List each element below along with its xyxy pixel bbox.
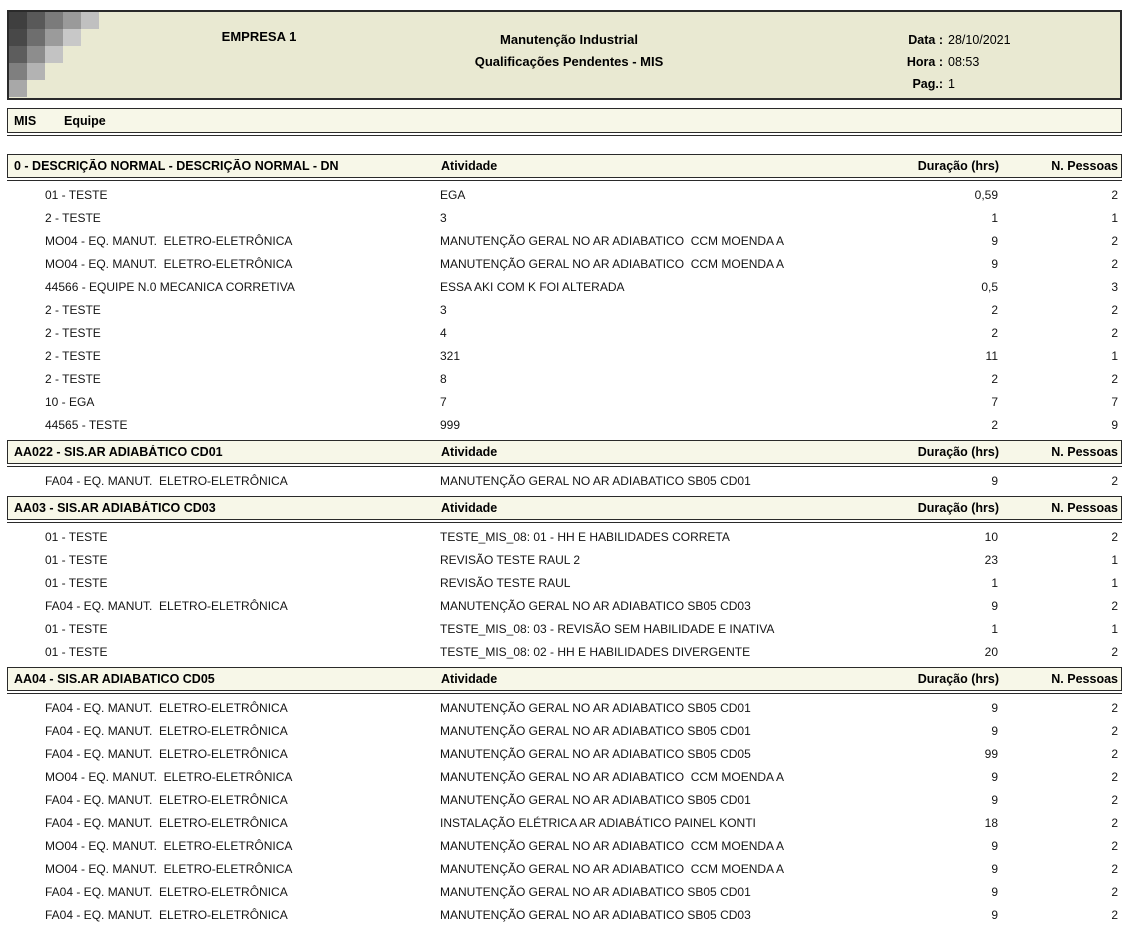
- cell-duracao: 1: [991, 210, 998, 225]
- cell-pessoas: 2: [1111, 884, 1118, 899]
- date-value: 28/10/2021: [948, 33, 1011, 47]
- table-row: [7, 390, 1122, 413]
- cell-duracao: 20: [984, 644, 998, 659]
- cell-duracao: 18: [984, 815, 998, 830]
- table-row: [7, 696, 1122, 719]
- cell-atividade: MANUTENÇÃO GERAL NO AR ADIABATICO SB05 CD03: [440, 598, 751, 613]
- report-title: [349, 29, 789, 73]
- cell-equipe: 01 - TESTE: [45, 644, 108, 659]
- section-divider-rule: [7, 466, 1122, 467]
- cell-atividade: MANUTENÇÃO GERAL NO AR ADIABATICO SB05 CD01: [440, 700, 751, 715]
- cell-pessoas: 3: [1111, 279, 1118, 294]
- cell-equipe: 10 - EGA: [45, 394, 95, 409]
- cell-equipe: 44565 - TESTE: [45, 417, 128, 432]
- section-title: 0 - DESCRIÇÃO NORMAL - DESCRIÇÃO NORMAL - DN: [14, 159, 339, 173]
- section-header-bar: [7, 440, 1122, 464]
- cell-pessoas: 2: [1111, 769, 1118, 784]
- cell-atividade: EGA: [440, 187, 466, 202]
- column-header-pessoas: N. Pessoas: [1051, 672, 1118, 686]
- cell-duracao: 9: [991, 598, 998, 613]
- cell-duracao: 0,59: [974, 187, 998, 202]
- cell-equipe: MO04 - EQ. MANUT. ELETRO-ELETRÔNICA: [45, 233, 293, 248]
- time-value: 08:53: [948, 55, 980, 69]
- column-header-duracao: Duração (hrs): [917, 159, 999, 173]
- cell-equipe: 2 - TESTE: [45, 371, 101, 386]
- report-title-line1: Manutenção Industrial: [500, 32, 638, 47]
- cell-atividade: 999: [440, 417, 461, 432]
- cell-duracao: 9: [991, 861, 998, 876]
- table-row: [7, 344, 1122, 367]
- cell-duracao: 7: [991, 394, 998, 409]
- cell-pessoas: 2: [1111, 700, 1118, 715]
- cell-equipe: 01 - TESTE: [45, 621, 108, 636]
- table-row: [7, 765, 1122, 788]
- table-row: [7, 525, 1122, 548]
- cell-duracao: 10: [984, 529, 998, 544]
- table-row: [7, 617, 1122, 640]
- table-row: [7, 811, 1122, 834]
- cell-pessoas: 7: [1111, 394, 1118, 409]
- meta-page: [897, 73, 1011, 95]
- cell-atividade: 3: [440, 302, 447, 317]
- sections: [7, 154, 1122, 926]
- date-label: Data :: [908, 33, 943, 47]
- cell-pessoas: 2: [1111, 325, 1118, 340]
- filter-bar: [7, 108, 1122, 133]
- section-divider-rule: [7, 522, 1122, 523]
- cell-equipe: 2 - TESTE: [45, 210, 101, 225]
- cell-duracao: 2: [991, 371, 998, 386]
- cell-pessoas: 2: [1111, 473, 1118, 488]
- cell-equipe: 2 - TESTE: [45, 325, 101, 340]
- table-row: [7, 571, 1122, 594]
- column-header-duracao: Duração (hrs): [917, 445, 999, 459]
- section-rows: [7, 183, 1122, 436]
- report-title-line2: Qualificações Pendentes - MIS: [474, 54, 664, 69]
- cell-equipe: FA04 - EQ. MANUT. ELETRO-ELETRÔNICA: [45, 884, 288, 899]
- cell-atividade: 4: [440, 325, 447, 340]
- cell-equipe: MO04 - EQ. MANUT. ELETRO-ELETRÔNICA: [45, 838, 293, 853]
- page-number: 1: [948, 77, 955, 91]
- cell-pessoas: 2: [1111, 256, 1118, 271]
- cell-equipe: FA04 - EQ. MANUT. ELETRO-ELETRÔNICA: [45, 907, 288, 922]
- cell-equipe: MO04 - EQ. MANUT. ELETRO-ELETRÔNICA: [45, 256, 293, 271]
- cell-atividade: MANUTENÇÃO GERAL NO AR ADIABATICO SB05 CD05: [440, 746, 751, 761]
- column-header-pessoas: N. Pessoas: [1051, 501, 1118, 515]
- table-row: [7, 321, 1122, 344]
- report-section: [7, 154, 1122, 436]
- table-row: [7, 548, 1122, 571]
- cell-equipe: 01 - TESTE: [45, 529, 108, 544]
- cell-pessoas: 1: [1111, 621, 1118, 636]
- time-label: Hora :: [906, 55, 943, 69]
- cell-atividade: MANUTENÇÃO GERAL NO AR ADIABATICO SB05 CD01: [440, 723, 751, 738]
- cell-atividade: 3: [440, 210, 447, 225]
- cell-atividade: REVISÃO TESTE RAUL 2: [440, 552, 581, 567]
- cell-atividade: MANUTENÇÃO GERAL NO AR ADIABATICO SB05 CD03: [440, 907, 751, 922]
- table-row: [7, 742, 1122, 765]
- cell-equipe: 01 - TESTE: [45, 187, 108, 202]
- cell-atividade: TESTE_MIS_08: 02 - HH E HABILIDADES DIVERGENTE: [440, 644, 751, 659]
- section-title: AA022 - SIS.AR ADIABÁTICO CD01: [14, 445, 223, 459]
- cell-duracao: 9: [991, 792, 998, 807]
- cell-duracao: 1: [991, 621, 998, 636]
- cell-pessoas: 2: [1111, 529, 1118, 544]
- cell-pessoas: 2: [1111, 815, 1118, 830]
- cell-equipe: FA04 - EQ. MANUT. ELETRO-ELETRÔNICA: [45, 746, 288, 761]
- section-rows: [7, 696, 1122, 926]
- column-header-atividade: Atividade: [441, 501, 498, 515]
- cell-pessoas: 2: [1111, 723, 1118, 738]
- table-row: [7, 788, 1122, 811]
- cell-pessoas: 2: [1111, 371, 1118, 386]
- company-name: EMPRESA 1: [221, 29, 297, 44]
- cell-duracao: 9: [991, 838, 998, 853]
- meta-date: [897, 29, 1011, 51]
- column-header-atividade: Atividade: [441, 445, 498, 459]
- table-row: [7, 298, 1122, 321]
- cell-duracao: 9: [991, 723, 998, 738]
- cell-atividade: INSTALAÇÃO ELÉTRICA AR ADIABÁTICO PAINEL KONTI: [440, 815, 756, 830]
- cell-pessoas: 1: [1111, 210, 1118, 225]
- cell-equipe: 44566 - EQUIPE N.0 MECANICA CORRETIVA: [45, 279, 295, 294]
- cell-pessoas: 2: [1111, 746, 1118, 761]
- cell-duracao: 9: [991, 473, 998, 488]
- cell-pessoas: 2: [1111, 792, 1118, 807]
- table-row: [7, 880, 1122, 903]
- cell-pessoas: 9: [1111, 417, 1118, 432]
- divider-rule: [7, 135, 1122, 136]
- cell-duracao: 99: [984, 746, 998, 761]
- table-row: [7, 857, 1122, 880]
- column-header-pessoas: N. Pessoas: [1051, 159, 1118, 173]
- section-header-bar: [7, 154, 1122, 178]
- column-header-duracao: Duração (hrs): [917, 672, 999, 686]
- cell-duracao: 9: [991, 233, 998, 248]
- cell-equipe: FA04 - EQ. MANUT. ELETRO-ELETRÔNICA: [45, 700, 288, 715]
- cell-atividade: MANUTENÇÃO GERAL NO AR ADIABATICO CCM MOENDA A: [440, 233, 785, 248]
- cell-duracao: 9: [991, 907, 998, 922]
- pixel-gradient-logo: [9, 12, 99, 97]
- table-row: [7, 206, 1122, 229]
- table-row: [7, 275, 1122, 298]
- cell-pessoas: 1: [1111, 575, 1118, 590]
- cell-equipe: MO04 - EQ. MANUT. ELETRO-ELETRÔNICA: [45, 861, 293, 876]
- cell-duracao: 2: [991, 417, 998, 432]
- cell-pessoas: 2: [1111, 907, 1118, 922]
- cell-atividade: 7: [440, 394, 447, 409]
- cell-equipe: FA04 - EQ. MANUT. ELETRO-ELETRÔNICA: [45, 792, 288, 807]
- cell-pessoas: 2: [1111, 838, 1118, 853]
- report-header: [7, 10, 1122, 100]
- cell-duracao: 0,5: [981, 279, 998, 294]
- cell-duracao: 9: [991, 700, 998, 715]
- cell-atividade: 321: [440, 348, 461, 363]
- cell-atividade: MANUTENÇÃO GERAL NO AR ADIABATICO SB05 CD01: [440, 884, 751, 899]
- cell-pessoas: 2: [1111, 861, 1118, 876]
- table-row: [7, 469, 1122, 492]
- table-row: [7, 367, 1122, 390]
- section-rows: [7, 525, 1122, 663]
- cell-equipe: FA04 - EQ. MANUT. ELETRO-ELETRÔNICA: [45, 723, 288, 738]
- cell-duracao: 9: [991, 769, 998, 784]
- cell-equipe: 2 - TESTE: [45, 348, 101, 363]
- section-rows: [7, 469, 1122, 492]
- cell-duracao: 2: [991, 325, 998, 340]
- table-row: [7, 719, 1122, 742]
- section-divider-rule: [7, 180, 1122, 181]
- cell-atividade: REVISÃO TESTE RAUL: [440, 575, 571, 590]
- table-row: [7, 903, 1122, 926]
- cell-equipe: FA04 - EQ. MANUT. ELETRO-ELETRÔNICA: [45, 598, 288, 613]
- meta-time: [897, 51, 1011, 73]
- cell-equipe: MO04 - EQ. MANUT. ELETRO-ELETRÔNICA: [45, 769, 293, 784]
- cell-atividade: TESTE_MIS_08: 01 - HH E HABILIDADES CORRETA: [440, 529, 730, 544]
- cell-atividade: MANUTENÇÃO GERAL NO AR ADIABATICO CCM MOENDA A: [440, 861, 785, 876]
- section-header-bar: [7, 496, 1122, 520]
- table-row: [7, 229, 1122, 252]
- column-header-duracao: Duração (hrs): [917, 501, 999, 515]
- cell-pessoas: 1: [1111, 348, 1118, 363]
- cell-duracao: 9: [991, 884, 998, 899]
- cell-equipe: FA04 - EQ. MANUT. ELETRO-ELETRÔNICA: [45, 473, 288, 488]
- equipe-label: Equipe: [64, 113, 106, 128]
- column-header-pessoas: N. Pessoas: [1051, 445, 1118, 459]
- cell-atividade: MANUTENÇÃO GERAL NO AR ADIABATICO CCM MOENDA A: [440, 838, 785, 853]
- cell-duracao: 1: [991, 575, 998, 590]
- section-title: AA04 - SIS.AR ADIABATICO CD05: [14, 672, 215, 686]
- cell-pessoas: 2: [1111, 598, 1118, 613]
- table-row: [7, 252, 1122, 275]
- cell-pessoas: 1: [1111, 552, 1118, 567]
- report-section: [7, 496, 1122, 663]
- table-row: [7, 413, 1122, 436]
- cell-duracao: 11: [985, 348, 998, 363]
- cell-atividade: MANUTENÇÃO GERAL NO AR ADIABATICO SB05 CD01: [440, 792, 751, 807]
- section-divider-rule: [7, 693, 1122, 694]
- report-section: [7, 440, 1122, 492]
- cell-atividade: ESSA AKI COM K FOI ALTERADA: [440, 279, 625, 294]
- cell-equipe: 01 - TESTE: [45, 552, 108, 567]
- cell-atividade: MANUTENÇÃO GERAL NO AR ADIABATICO SB05 CD01: [440, 473, 751, 488]
- table-row: [7, 834, 1122, 857]
- cell-equipe: FA04 - EQ. MANUT. ELETRO-ELETRÔNICA: [45, 815, 288, 830]
- table-row: [7, 594, 1122, 617]
- column-header-atividade: Atividade: [441, 159, 498, 173]
- cell-pessoas: 2: [1111, 233, 1118, 248]
- cell-atividade: TESTE_MIS_08: 03 - REVISÃO SEM HABILIDADE E INATIVA: [440, 621, 775, 636]
- cell-atividade: 8: [440, 371, 447, 386]
- cell-duracao: 9: [991, 256, 998, 271]
- cell-equipe: 01 - TESTE: [45, 575, 108, 590]
- cell-duracao: 2: [991, 302, 998, 317]
- column-header-atividade: Atividade: [441, 672, 498, 686]
- mis-label: MIS: [14, 113, 37, 128]
- section-title: AA03 - SIS.AR ADIABÁTICO CD03: [14, 501, 216, 515]
- table-row: [7, 183, 1122, 206]
- cell-pessoas: 2: [1111, 302, 1118, 317]
- section-header-bar: [7, 667, 1122, 691]
- cell-duracao: 23: [984, 552, 998, 567]
- report-meta: [897, 29, 1011, 95]
- report-section: [7, 667, 1122, 926]
- page-label: Pag.:: [912, 77, 943, 91]
- cell-atividade: MANUTENÇÃO GERAL NO AR ADIABATICO CCM MOENDA A: [440, 256, 785, 271]
- cell-equipe: 2 - TESTE: [45, 302, 101, 317]
- cell-atividade: MANUTENÇÃO GERAL NO AR ADIABATICO CCM MOENDA A: [440, 769, 785, 784]
- table-row: [7, 640, 1122, 663]
- cell-pessoas: 2: [1111, 644, 1118, 659]
- cell-pessoas: 2: [1111, 187, 1118, 202]
